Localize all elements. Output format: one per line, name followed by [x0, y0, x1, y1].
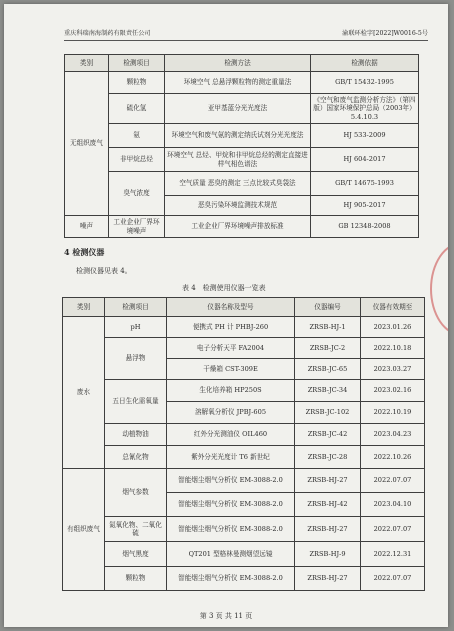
valid-until-cell: 2023.04.23 [361, 424, 425, 446]
section-title: 4 检测仪器 [64, 247, 105, 257]
table-row [63, 446, 425, 469]
instrument-cell: 溶解氧分析仪 JPBJ-605 [167, 402, 295, 424]
instrument-id-cell: ZRSB-JC-28 [295, 446, 361, 469]
instrument-cell: 红外分光测油仪 OIL460 [167, 424, 295, 446]
basis-cell: 《空气和废气监测分析方法》（第四版）国家环境保护总局（2003年）5.4.10.3 [311, 94, 419, 124]
valid-until-cell: 2022.10.18 [361, 338, 425, 359]
valid-until-cell: 2022.07.07 [361, 567, 425, 591]
table-row [63, 338, 425, 359]
basis-cell: GB 12348-2008 [311, 216, 419, 238]
red-seal-stamp [430, 242, 448, 336]
valid-until-cell: 2022.07.07 [361, 469, 425, 493]
item-cell: 氨 [109, 124, 165, 148]
method-cell: 空气质量 恶臭的测定 三点比较式臭袋法 [165, 172, 311, 196]
header-instrument-id: 仪器编号 [295, 298, 361, 317]
valid-until-cell: 2022.10.26 [361, 446, 425, 469]
method-cell: 环境空气和废气氨的测定纳氏试剂分光光度法 [165, 124, 311, 148]
header-category: 类别 [63, 298, 105, 317]
method-cell: 工业企业厂界环境噪声排放标准 [165, 216, 311, 238]
item-cell: 悬浮物 [105, 338, 167, 380]
company-name: 重庆科瑞南海制药有限责任公司 [64, 30, 151, 37]
instrument-id-cell: ZRSB-JC-34 [295, 380, 361, 402]
table-row [65, 172, 419, 196]
item-cell: 硫化氢 [109, 94, 165, 124]
table-row [65, 216, 419, 238]
item-cell: pH [105, 317, 167, 338]
table-row [65, 72, 419, 94]
item-cell: 动植物油 [105, 424, 167, 446]
method-cell: 恶臭污染环境监测技术规范 [165, 196, 311, 216]
method-cell: 环境空气 总悬浮颗粒物的测定重量法 [165, 72, 311, 94]
item-cell: 臭气浓度 [109, 172, 165, 216]
instrument-id-cell: ZRSB-JC-42 [295, 424, 361, 446]
instrument-id-cell: ZRSB-HJ-27 [295, 567, 361, 591]
valid-until-cell: 2022.12.31 [361, 542, 425, 567]
valid-until-cell: 2022.10.19 [361, 402, 425, 424]
instrument-cell: 智能烟尘烟气分析仪 EM-3088-2.0 [167, 567, 295, 591]
method-cell: 环境空气 总烃、甲烷和非甲烷总烃的测定直接进样气相色谱法 [165, 148, 311, 172]
header-item: 检测项目 [105, 298, 167, 317]
item-cell: 非甲烷总烃 [109, 148, 165, 172]
page-footer: 第 3 页 共 11 页 [199, 612, 253, 620]
instrument-id-cell: ZRSB-JC-102 [295, 402, 361, 424]
section-lead: 检测仪器见表 4。 [76, 267, 132, 275]
instrument-id-cell: ZRSB-HJ-1 [295, 317, 361, 338]
table-row [63, 469, 425, 493]
item-cell: 颗粒物 [109, 72, 165, 94]
item-cell: 颗粒物 [105, 567, 167, 591]
valid-until-cell: 2023.01.26 [361, 317, 425, 338]
item-cell: 烟气参数 [105, 469, 167, 517]
header-basis: 检测依据 [311, 55, 419, 72]
category-cell: 废水 [63, 317, 105, 469]
category-cell: 无组织废气 [65, 72, 109, 216]
item-cell: 工业企业厂界环境噪声 [109, 216, 165, 238]
instrument-id-cell: ZRSB-JC-65 [295, 359, 361, 380]
item-cell: 五日生化需氧量 [105, 380, 167, 424]
valid-until-cell: 2023.04.10 [361, 493, 425, 517]
instrument-id-cell: ZRSB-HJ-42 [295, 493, 361, 517]
table-row [65, 94, 419, 124]
header-method: 检测方法 [165, 55, 311, 72]
page-header [64, 28, 428, 41]
valid-until-cell: 2022.07.07 [361, 517, 425, 542]
instrument-table-header [63, 298, 425, 317]
basis-cell: HJ 533-2009 [311, 124, 419, 148]
instrument-id-cell: ZRSB-HJ-27 [295, 469, 361, 493]
instrument-cell: 生化培养箱 HP250S [167, 380, 295, 402]
basis-cell: GB/T 15432-1995 [311, 72, 419, 94]
instrument-id-cell: ZRSB-HJ-9 [295, 542, 361, 567]
instrument-id-cell: ZRSB-HJ-27 [295, 517, 361, 542]
instrument-cell: 紫外分光光度计 T6 新世纪 [167, 446, 295, 469]
instrument-cell: 便携式 PH 计 PHBJ-260 [167, 317, 295, 338]
table-row [63, 380, 425, 402]
category-cell: 有组织废气 [63, 469, 105, 591]
item-cell: 氮氧化物、二氧化硫 [105, 517, 167, 542]
category-cell: 噪声 [65, 216, 109, 238]
valid-until-cell: 2023.03.27 [361, 359, 425, 380]
instrument-cell: 电子分析天平 FA2004 [167, 338, 295, 359]
basis-cell: HJ 604-2017 [311, 148, 419, 172]
table-row [63, 517, 425, 542]
report-number: 渝联环检字[2022]W0016-5号 [342, 30, 428, 37]
table-row [63, 542, 425, 567]
table-row [63, 567, 425, 591]
method-table-header [65, 55, 419, 72]
header-instrument: 仪器名称及型号 [167, 298, 295, 317]
table-row [63, 317, 425, 338]
basis-cell: HJ 905-2017 [311, 196, 419, 216]
header-valid-until: 仪器有效期至 [361, 298, 425, 317]
item-cell: 烟气黑度 [105, 542, 167, 567]
instrument-cell: QT201 型格林曼测烟望远镜 [167, 542, 295, 567]
instrument-table [62, 297, 425, 591]
table-row [65, 124, 419, 148]
table-caption: 表 4 检测使用仪器一览表 [182, 284, 266, 292]
item-cell: 总氰化物 [105, 446, 167, 469]
instrument-id-cell: ZRSB-JC-2 [295, 338, 361, 359]
report-page [4, 4, 448, 627]
table-row [63, 424, 425, 446]
table-row [65, 148, 419, 172]
valid-until-cell: 2023.02.16 [361, 380, 425, 402]
header-item: 检测项目 [109, 55, 165, 72]
basis-cell: GB/T 14675-1993 [311, 172, 419, 196]
method-cell: 亚甲基蓝分光光度法 [165, 94, 311, 124]
instrument-cell: 智能烟尘烟气分析仪 EM-3088-2.0 [167, 469, 295, 493]
header-category: 类别 [65, 55, 109, 72]
instrument-cell: 干燥箱 CST-309E [167, 359, 295, 380]
instrument-cell: 智能烟尘烟气分析仪 EM-3088-2.0 [167, 493, 295, 517]
method-table [64, 54, 419, 238]
instrument-cell: 智能烟尘烟气分析仪 EM-3088-2.0 [167, 517, 295, 542]
